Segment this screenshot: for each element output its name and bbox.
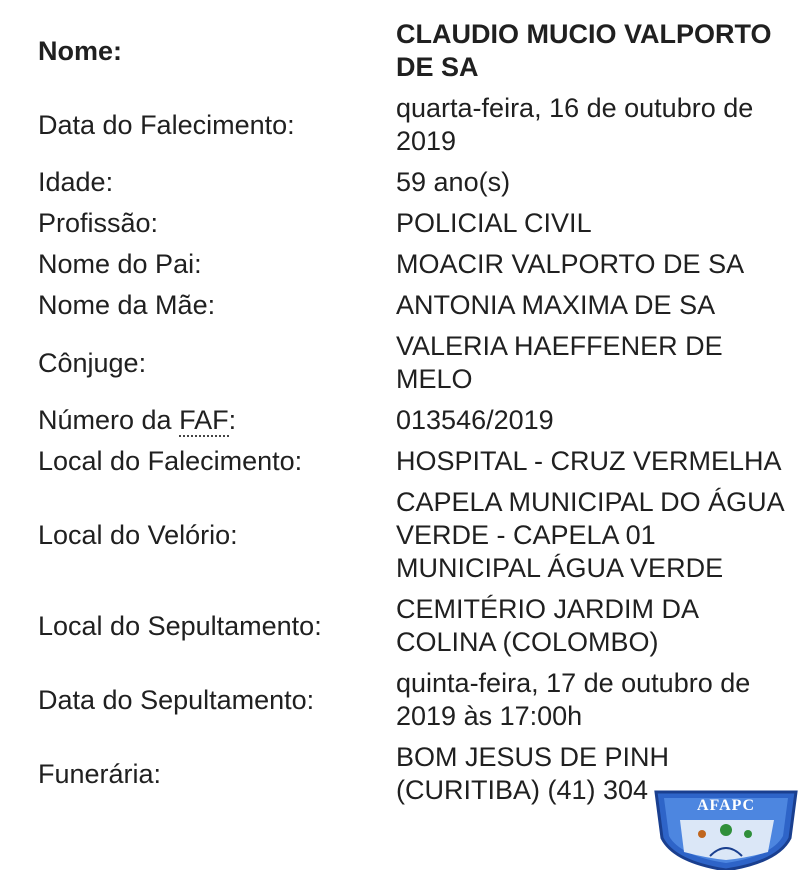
label-faf-prefix: Número da [38, 405, 180, 435]
label-mae: Nome da Mãe: [38, 290, 216, 320]
label-local-falecimento: Local do Falecimento: [38, 446, 303, 476]
value-conjuge: VALERIA HAEFFENER DE MELO [396, 331, 723, 394]
label-pai: Nome do Pai: [38, 249, 202, 279]
label-local-velorio: Local do Velório: [38, 520, 238, 550]
row-data-sepultamento [38, 663, 798, 737]
obituary-record-table [38, 14, 798, 811]
value-mae: ANTONIA MAXIMA DE SA [396, 290, 716, 320]
label-profissao: Profissão: [38, 208, 159, 238]
row-local-sepultamento [38, 589, 798, 663]
label-data-sepultamento: Data do Sepultamento: [38, 684, 315, 715]
label-funeraria: Funerária: [38, 758, 162, 789]
label-conjuge: Cônjuge: [38, 347, 147, 378]
value-local-velorio: CAPELA MUNICIPAL DO ÁGUA VERDE - CAPELA 01 MUNICIPAL ÁGUA VERDE [396, 487, 784, 583]
row-conjuge [38, 326, 798, 400]
row-profissao [38, 203, 798, 244]
label-faf-suffix: : [228, 405, 237, 435]
value-data-sepultamento: quinta-feira, 17 de outubro de 2019 às 17:00h [396, 668, 751, 731]
label-faf [38, 400, 396, 441]
row-faf [38, 400, 798, 441]
label-local-sepultamento: Local do Sepultamento: [38, 610, 322, 641]
row-data-falecimento [38, 88, 798, 162]
logo-text: AFAPC [696, 797, 756, 814]
row-idade [38, 162, 798, 203]
row-nome [38, 14, 798, 88]
row-mae [38, 285, 798, 326]
afapc-shield-icon [650, 790, 800, 870]
row-local-falecimento [38, 441, 798, 482]
afapc-logo [650, 790, 800, 870]
value-pai: MOACIR VALPORTO DE SA [396, 249, 745, 279]
faf-abbreviation[interactable]: FAF [179, 405, 229, 435]
label-data-falecimento: Data do Falecimento: [38, 109, 295, 140]
row-pai [38, 244, 798, 285]
label-idade: Idade: [38, 167, 114, 197]
value-funeraria: BOM JESUS DE PINH (CURITIBA) (41) 304 [396, 742, 670, 805]
value-data-falecimento: quarta-feira, 16 de outubro de 2019 [396, 93, 754, 156]
value-nome: CLAUDIO MUCIO VALPORTO DE SA [396, 19, 772, 82]
value-faf: 013546/2019 [396, 405, 554, 435]
value-local-sepultamento: CEMITÉRIO JARDIM DA COLINA (COLOMBO) [396, 594, 698, 657]
value-profissao: POLICIAL CIVIL [396, 208, 592, 238]
label-nome: Nome: [38, 35, 123, 66]
row-local-velorio [38, 482, 798, 589]
value-local-falecimento: HOSPITAL - CRUZ VERMELHA [396, 446, 782, 476]
value-idade: 59 ano(s) [396, 167, 511, 197]
